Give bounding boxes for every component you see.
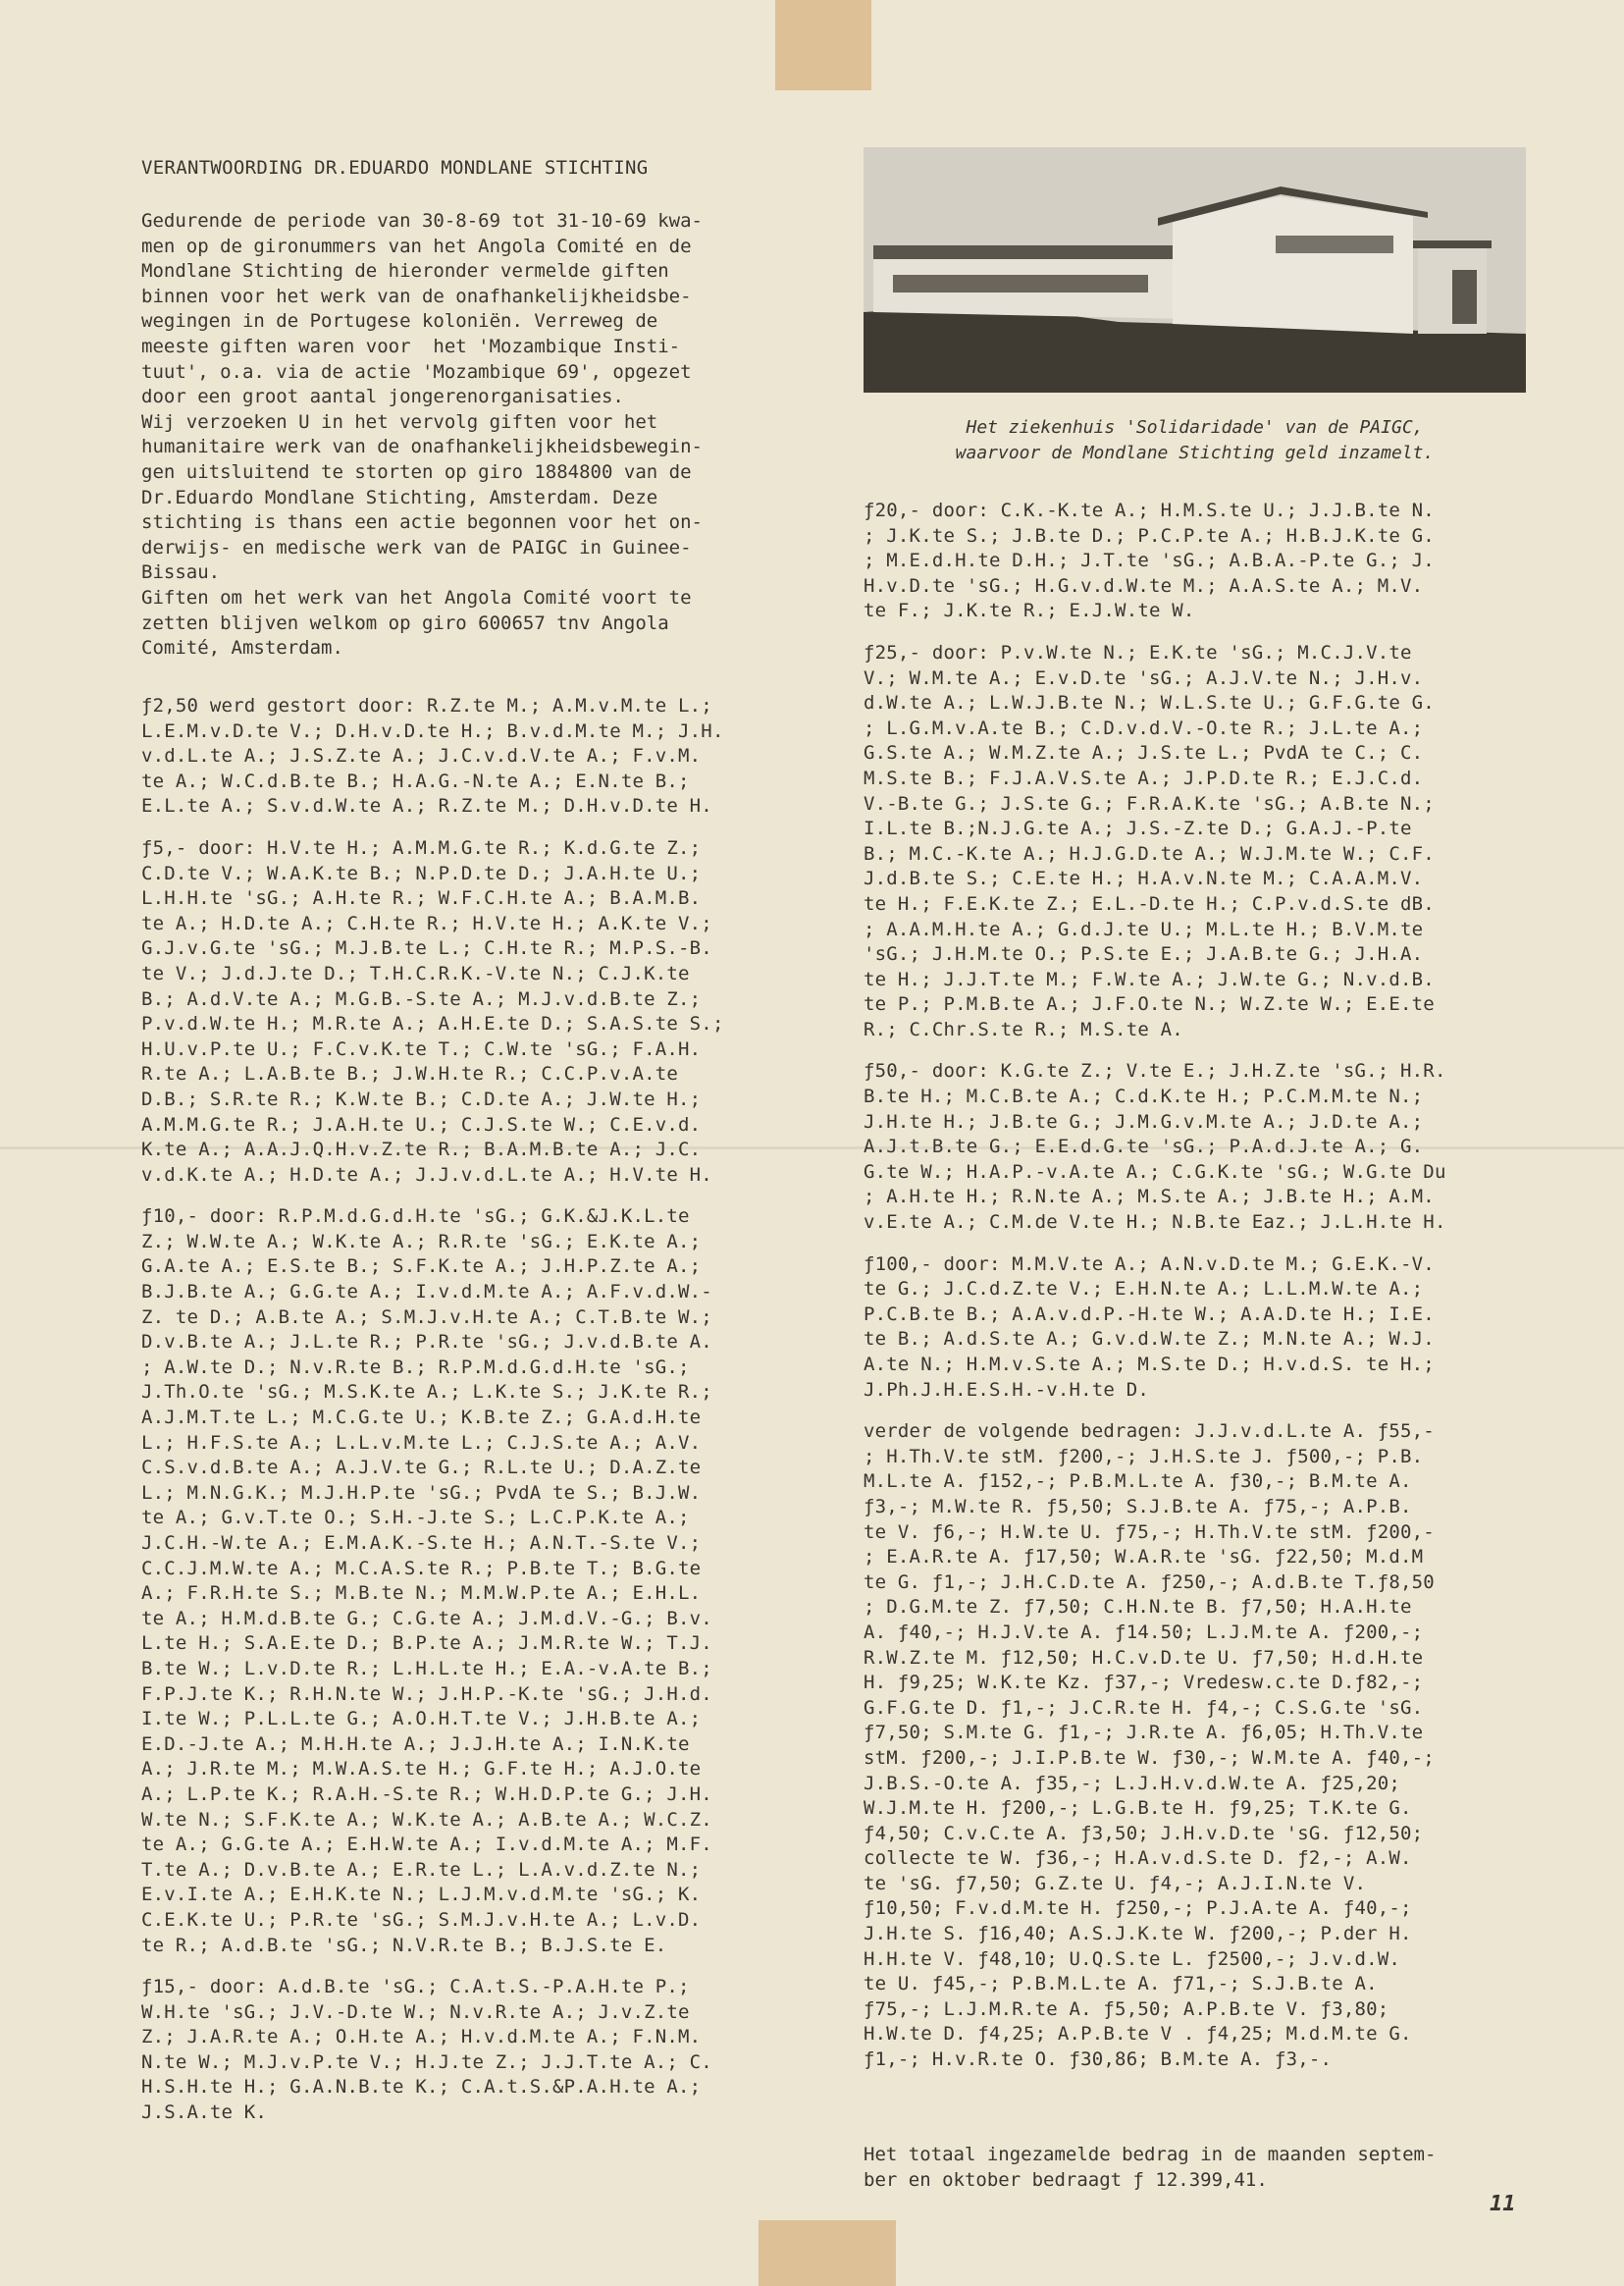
donations-other-amounts: verder de volgende bedragen: J.J.v.d.L.te A. ƒ55,- ; H.Th.V.te stM. ƒ200,-; J.H.S.te J. ƒ500,-; P.B. M.L.te A. ƒ152,-; P.B.M.L.te A. ƒ30,-; B.M.te A. ƒ3,-; M.W.te R. ƒ5,50; S.J.B.te A. ƒ75,-; A.P.B. te V. ƒ6,-; H.W.te U. ƒ75,-; H.Th.V.te stM. ƒ200,- ; E.A.R.te A. ƒ17,50; W.A.R.te 'sG. ƒ22,50; M.d.M te G. ƒ1,-; J.H.C.D.te A. ƒ250,-; A.d.B.te T.ƒ8,50 ; D.G.M.te Z. ƒ7,50; C.H.N.te B. ƒ7,50; H.A.H.te A. ƒ40,-; H.J.V.te A. ƒ14.50; L.J.M.te A. ƒ200,-; R.W.Z.te M. ƒ12,50; H.C.v.D.te U. ƒ7,50; H.d.H.te H. ƒ9,25; W.K.te Kz. ƒ37,-; Vredesw.c.te D.ƒ82,-; G.F.G.te D. ƒ1,-; J.C.R.te H. ƒ4,-; C.S.G.te 'sG. ƒ7,50; S.M.te G. ƒ1,-; J.R.te A. ƒ6,05; H.Th.V.te stM. ƒ200,-; J.I.P.B.te W. ƒ30,-; W.M.te A. ƒ40,-; J.B.S.-O.te A. ƒ35,-; L.J.H.v.d.W.te A. ƒ25,20; W.J.M.te H. ƒ200,-; L.G.B.te H. ƒ9,25; T.K.te G. ƒ4,50; C.v.C.te A. ƒ3,50; J.H.v.D.te 'sG. ƒ12,50; collecte te W. ƒ36,-; H.A.v.d.S.te D. ƒ2,-; A.W. te 'sG. ƒ7,50; G.Z.te U. ƒ4,-; A.J.I.N.te V. ƒ10,50; F.v.d.M.te H. ƒ250,-; P.J.A.te A. ƒ40,-; J.H.te S. ƒ16,40; A.S.J.K.te W. ƒ200,-; P.der H. H.H.te V. ƒ48,10; U.Q.S.te L. ƒ2500,-; J.v.d.W. te U. ƒ45,-; P.B.M.L.te A. ƒ71,-; S.J.B.te A. ƒ75,-; L.J.M.R.te A. ƒ5,50; A.P.B.te V. ƒ3,80; H.W.te D. ƒ4,25; A.P.B.te V . ƒ4,25; M.d.M.te G. ƒ1,-; H.v.R.te O. ƒ30,86; B.M.te A. ƒ3,-. — [864, 1420, 1435, 2071]
left-column — [141, 694, 809, 2143]
tape-strip-bottom — [759, 2220, 896, 2286]
donations-50: ƒ50,- door: K.G.te Z.; V.te E.; J.H.Z.te 'sG.; H.R. B.te H.; M.C.B.te A.; C.d.K.te H.; P.C.M.M.te N.; J.H.te H.; J.B.te G.; J.M.G.v.M.te A.; J.D.te A.; A.J.t.B.te G.; E.E.d.G.te 'sG.; P.A.d.J.te A.; G. G.te W.; H.A.P.-v.A.te A.; C.G.K.te 'sG.; W.G.te Du ; A.H.te H.; R.N.te A.; M.S.te A.; J.B.te H.; A.M. v.E.te A.; C.M.de V.te H.; N.B.te Eaz.; J.L.H.te H. — [864, 1060, 1446, 1234]
donations-10: ƒ10,- door: R.P.M.d.G.d.H.te 'sG.; G.K.&J.K.L.te Z.; W.W.te A.; W.K.te A.; R.R.te 'sG.; E.K.te A.; G.A.te A.; E.S.te B.; S.F.K.te A.; J.H.P.Z.te A.; B.J.B.te A.; G.G.te A.; I.v.d.M.te A.; A.F.v.d.W.- Z. te D.; A.B.te A.; S.M.J.v.H.te A.; C.T.B.te W.; D.v.B.te A.; J.L.te R.; P.R.te 'sG.; J.v.d.B.te A. ; A.W.te D.; N.v.R.te B.; R.P.M.d.G.d.H.te 'sG.; J.Th.O.te 'sG.; M.S.K.te A.; L.K.te S.; J.K.te R.; A.J.M.T.te L.; M.C.G.te U.; K.B.te Z.; G.A.d.H.te L.; H.F.S.te A.; L.L.v.M.te L.; C.J.S.te A.; A.V. C.S.v.d.B.te A.; A.J.V.te G.; R.L.te U.; D.A.Z.te L.; M.N.G.K.; M.J.H.P.te 'sG.; PvdA te S.; B.J.W. te A.; G.v.T.te O.; S.H.-J.te S.; L.C.P.K.te A.; J.C.H.-W.te A.; E.M.A.K.-S.te H.; A.N.T.-S.te V.; C.C.J.M.W.te A.; M.C.A.S.te R.; P.B.te T.; B.G.te A.; F.R.H.te S.; M.B.te N.; M.M.W.P.te A.; E.H.L. te A.; H.M.d.B.te G.; C.G.te A.; J.M.d.V.-G.; B.v. L.te H.; S.A.E.te D.; B.P.te A.; J.M.R.te W.; T.J. B.te W.; L.v.D.te R.; L.H.L.te H.; E.A.-v.A.te B.; F.P.J.te K.; R.H.N.te W.; J.H.P.-K.te 'sG.; J.H.d. I.te W.; P.L.L.te G.; A.O.H.T.te V.; J.H.B.te A.; E.D.-J.te A.; M.H.H.te A.; J.J.H.te A.; I.N.K.te A.; J.R.te M.; M.W.A.S.te H.; G.F.te H.; A.J.O.te A.; L.P.te K.; R.A.H.-S.te R.; W.H.D.P.te G.; J.H. W.te N.; S.F.K.te A.; W.K.te A.; A.B.te A.; W.C.Z. te A.; G.G.te A.; E.H.W.te A.; I.v.d.M.te A.; M.F. T.te A.; D.v.B.te A.; E.R.te L.; L.A.v.d.Z.te N.; E.v.I.te A.; E.H.K.te N.; L.J.M.v.d.M.te 'sG.; K. C.E.K.te U.; P.R.te 'sG.; S.M.J.v.H.te A.; L.v.D. te R.; A.d.B.te 'sG.; N.V.R.te B.; B.J.S.te E. — [141, 1205, 712, 1956]
intro-paragraph: Gedurende de periode van 30-8-69 tot 31-10-69 kwa- men op de gironummers van het Angola Comité en de Mondlane Stichting de hieronder vermelde giften binnen voor het werk van de onafhankelijkheidsbe- wegingen in de Portugese koloniën. Verreweg de meeste giften waren voor het 'Mozambique Insti- tuut', o.a. via de actie 'Mozambique 69', opgezet door een groot aantal jongerenorganisaties. Wij verzoeken U in het vervolg giften voor het humanitaire werk van de onafhankelijkheidsbewegin- gen uitsluitend te storten op giro 1884800 van de Dr.Eduardo Mondlane Stichting, Amsterdam. Deze stichting is thans een actie begonnen voor het on- derwijs- en medische werk van de PAIGC in Guinee- Bissau. Giften om het werk van het Angola Comité voort te zetten blijven welkom op giro 600657 tnv Angola Comité, Amsterdam. — [141, 210, 703, 660]
photo-caption: Het ziekenhuis 'Solidaridade' van de PAIGC, waarvoor de Mondlane Stichting geld inzamelt. — [955, 417, 1435, 463]
donations-15: ƒ15,- door: A.d.B.te 'sG.; C.A.t.S.-P.A.H.te P.; W.H.te 'sG.; J.V.-D.te W.; N.v.R.te A.; J.v.Z.te Z.; J.A.R.te A.; O.H.te A.; H.v.d.M.te A.; F.N.M. N.te W.; M.J.v.P.te V.; H.J.te Z.; J.J.T.te A.; C. H.S.H.te H.; G.A.N.B.te K.; C.A.t.S.&P.A.H.te A.; J.S.A.te K. — [141, 1976, 712, 2124]
page-number: 11 — [1490, 2192, 1516, 2216]
right-column — [864, 499, 1531, 2090]
donations-5: ƒ5,- door: H.V.te H.; A.M.M.G.te R.; K.d.G.te Z.; C.D.te V.; W.A.K.te B.; N.P.D.te D.; J.A.H.te U.; L.H.H.te 'sG.; A.H.te R.; W.F.C.H.te A.; B.A.M.B. te A.; H.D.te A.; C.H.te R.; H.V.te H.; A.K.te V.; G.J.v.G.te 'sG.; M.J.B.te L.; C.H.te R.; M.P.S.-B. te V.; J.d.J.te D.; T.H.C.R.K.-V.te N.; C.J.K.te B.; A.d.V.te A.; M.G.B.-S.te A.; M.J.v.d.B.te Z.; P.v.d.W.te H.; M.R.te A.; A.H.E.te D.; S.A.S.te S.; H.U.v.P.te U.; F.C.v.K.te T.; C.W.te 'sG.; F.A.H. R.te A.; L.A.B.te B.; J.W.H.te R.; C.C.P.v.A.te D.B.; S.R.te R.; K.W.te B.; C.D.te A.; J.W.te H.; A.M.M.G.te R.; J.A.H.te U.; C.J.S.te W.; C.E.v.d. K.te A.; A.A.J.Q.H.v.Z.te R.; B.A.M.B.te A.; J.C. v.d.K.te A.; H.D.te A.; J.J.v.d.L.te A.; H.V.te H. — [141, 836, 724, 1186]
hospital-photo — [864, 147, 1526, 393]
donations-20: ƒ20,- door: C.K.-K.te A.; H.M.S.te U.; J.J.B.te N. ; J.K.te S.; J.B.te D.; P.C.P.te A.; H.B.J.K.te G. ; M.E.d.H.te D.H.; J.T.te 'sG.; A.B.A.-P.te G.; J. H.v.D.te 'sG.; H.G.v.d.W.te M.; A.A.S.te A.; M.V. te F.; J.K.te R.; E.J.W.te W. — [864, 500, 1435, 622]
donations-2-50: ƒ2,50 werd gestort door: R.Z.te M.; A.M.v.M.te L.; L.E.M.v.D.te V.; D.H.v.D.te H.; B.v.d.M.te M.; J.H. v.d.L.te A.; J.S.Z.te A.; J.C.v.d.V.te A.; F.v.M. te A.; W.C.d.B.te B.; H.A.G.-N.te A.; E.N.te B.; E.L.te A.; S.v.d.W.te A.; R.Z.te M.; D.H.v.D.te H. — [141, 695, 724, 818]
tape-strip-top — [775, 0, 871, 90]
article-heading: VERANTWOORDING DR.EDUARDO MONDLANE STICHTING — [141, 157, 649, 179]
donations-100: ƒ100,- door: M.M.V.te A.; A.N.v.D.te M.; G.E.K.-V. te G.; J.C.d.Z.te V.; E.H.N.te A.; L.L.M.W.te A.; P.C.B.te B.; A.A.v.d.P.-H.te W.; A.A.D.te H.; I.E. te B.; A.d.S.te A.; G.v.d.W.te Z.; M.N.te A.; W.J. A.te N.; H.M.v.S.te A.; M.S.te D.; H.v.d.S. te H.; J.Ph.J.H.E.S.H.-v.H.te D. — [864, 1252, 1435, 1401]
total-amount: Het totaal ingezamelde bedrag in de maanden septem- ber en oktober bedraagt ƒ 12.399,41. — [864, 2144, 1437, 2191]
donations-25: ƒ25,- door: P.v.W.te N.; E.K.te 'sG.; M.C.J.V.te V.; W.M.te A.; E.v.D.te 'sG.; A.J.V.te N.; J.H.v. d.W.te A.; L.W.J.B.te N.; W.L.S.te U.; G.F.G.te G. ; L.G.M.v.A.te B.; C.D.v.d.V.-O.te R.; J.L.te A.; G.S.te A.; W.M.Z.te A.; J.S.te L.; PvdA te C.; C. M.S.te B.; F.J.A.V.S.te A.; J.P.D.te R.; E.J.C.d. V.-B.te G.; J.S.te G.; F.R.A.K.te 'sG.; A.B.te N.; I.L.te B.;N.J.G.te A.; J.S.-Z.te D.; G.A.J.-P.te B.; M.C.-K.te A.; H.J.G.D.te A.; W.J.M.te W.; C.F. J.d.B.te S.; C.E.te H.; H.A.v.N.te M.; C.A.A.M.V. te H.; F.E.K.te Z.; E.L.-D.te H.; C.P.v.d.S.te dB. ; A.A.M.H.te A.; G.d.J.te U.; M.L.te H.; B.V.M.te 'sG.; J.H.M.te O.; P.S.te E.; J.A.B.te G.; J.H.A. te H.; J.J.T.te M.; F.W.te A.; J.W.te G.; N.v.d.B. te P.; P.M.B.te A.; J.F.O.te N.; W.Z.te W.; E.E.te R.; C.Chr.S.te R.; M.S.te A. — [864, 641, 1435, 1040]
